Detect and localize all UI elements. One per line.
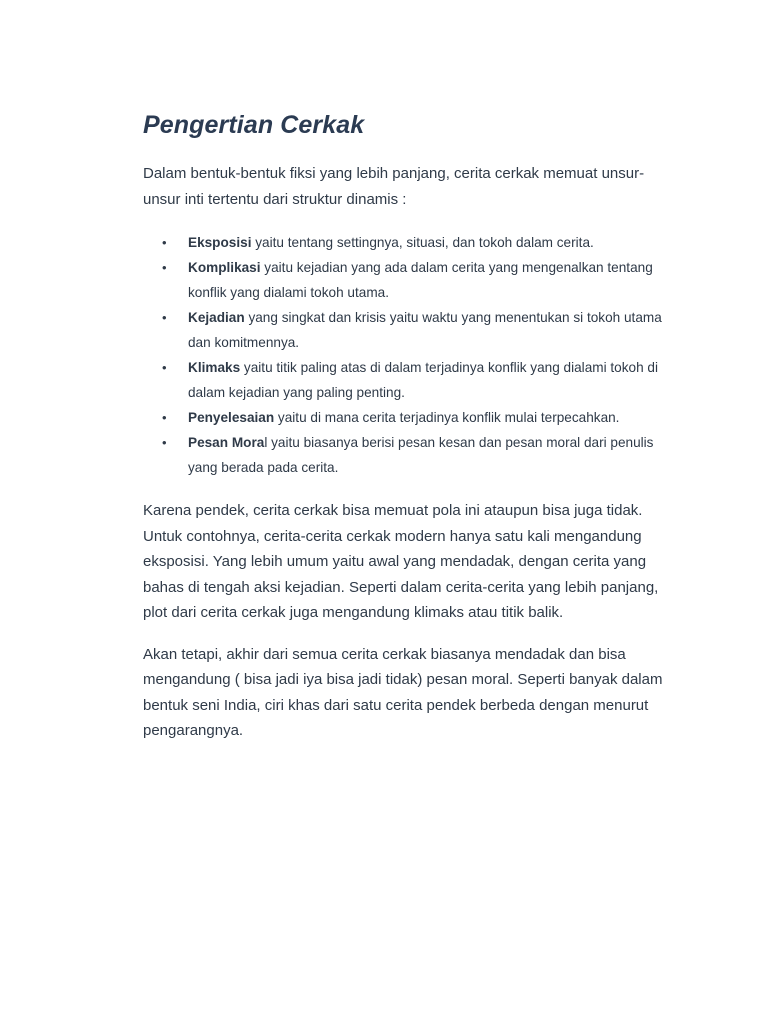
list-item-kejadian: [143, 305, 663, 355]
list-item-penyelesaian: [143, 405, 663, 430]
list-item-text: yaitu kejadian yang ada dalam cerita yang mengenalkan tentang konflik yang dialami tokoh utama.: [188, 260, 653, 300]
list-item-klimaks: [143, 355, 663, 405]
list-item-text: l yaitu biasanya berisi pesan kesan dan pesan moral dari penulis yang berada pada cerita.: [188, 435, 654, 475]
list-item-komplikasi: [143, 255, 663, 305]
bullet-icon: •: [162, 235, 167, 250]
bullet-icon: •: [162, 260, 167, 275]
list-item-term: Eksposisi: [188, 235, 252, 250]
list-item-term: Pesan Mora: [188, 435, 265, 450]
body-paragraph: Karena pendek, cerita cerkak bisa memuat pola ini ataupun bisa juga tidak. Untuk contohnya, cerita-cerita cerkak modern hanya satu kali mengandung eksposisi. Yang lebih umum yaitu awal yang mendadak, dengan cerita yang bahas di tengah aksi kejadian. Seperti dalam cerita-cerita yang lebih panjang, plot dari cerita cerkak juga mengandung klimaks atau titik balik.: [143, 502, 659, 621]
document-page: [143, 108, 663, 744]
bullet-icon: •: [162, 310, 167, 325]
bullet-icon: •: [162, 410, 167, 425]
list-item-term: Penyelesaian: [188, 410, 275, 425]
list-item-text: yaitu tentang settingnya, situasi, dan tokoh dalam cerita.: [251, 235, 594, 250]
list-item-term: Komplikasi: [188, 260, 261, 275]
intro-paragraph: Dalam bentuk-bentuk fiksi yang lebih panjang, cerita cerkak memuat unsur-unsur inti tertentu dari struktur dinamis :: [143, 165, 645, 208]
bullet-icon: •: [162, 435, 167, 450]
bullet-icon: •: [162, 360, 167, 375]
list-item-term: Klimaks: [188, 360, 241, 375]
body-paragraph: Akan tetapi, akhir dari semua cerita cerkak biasanya mendadak dan bisa mengandung ( bisa jadi iya bisa jadi tidak) pesan moral. Seperti banyak dalam bentuk seni India, ciri khas dari satu cerita pendek berbeda dengan menurut pengarangnya.: [143, 645, 663, 739]
list-item-text: yang singkat dan krisis yaitu waktu yang menentukan si tokoh utama dan komitmennya.: [188, 310, 662, 350]
page-title: Pengertian Cerkak: [143, 111, 365, 139]
list-item-pesan-moral: [143, 430, 663, 480]
list-item-term: Kejadian: [188, 310, 245, 325]
story-structure-list: [143, 230, 663, 480]
list-item-text: yaitu di mana cerita terjadinya konflik mulai terpecahkan.: [274, 410, 620, 425]
list-item-text: yaitu titik paling atas di dalam terjadinya konflik yang dialami tokoh di dalam kejadian yang paling penting.: [188, 360, 658, 400]
list-item-eksposisi: [143, 230, 663, 255]
